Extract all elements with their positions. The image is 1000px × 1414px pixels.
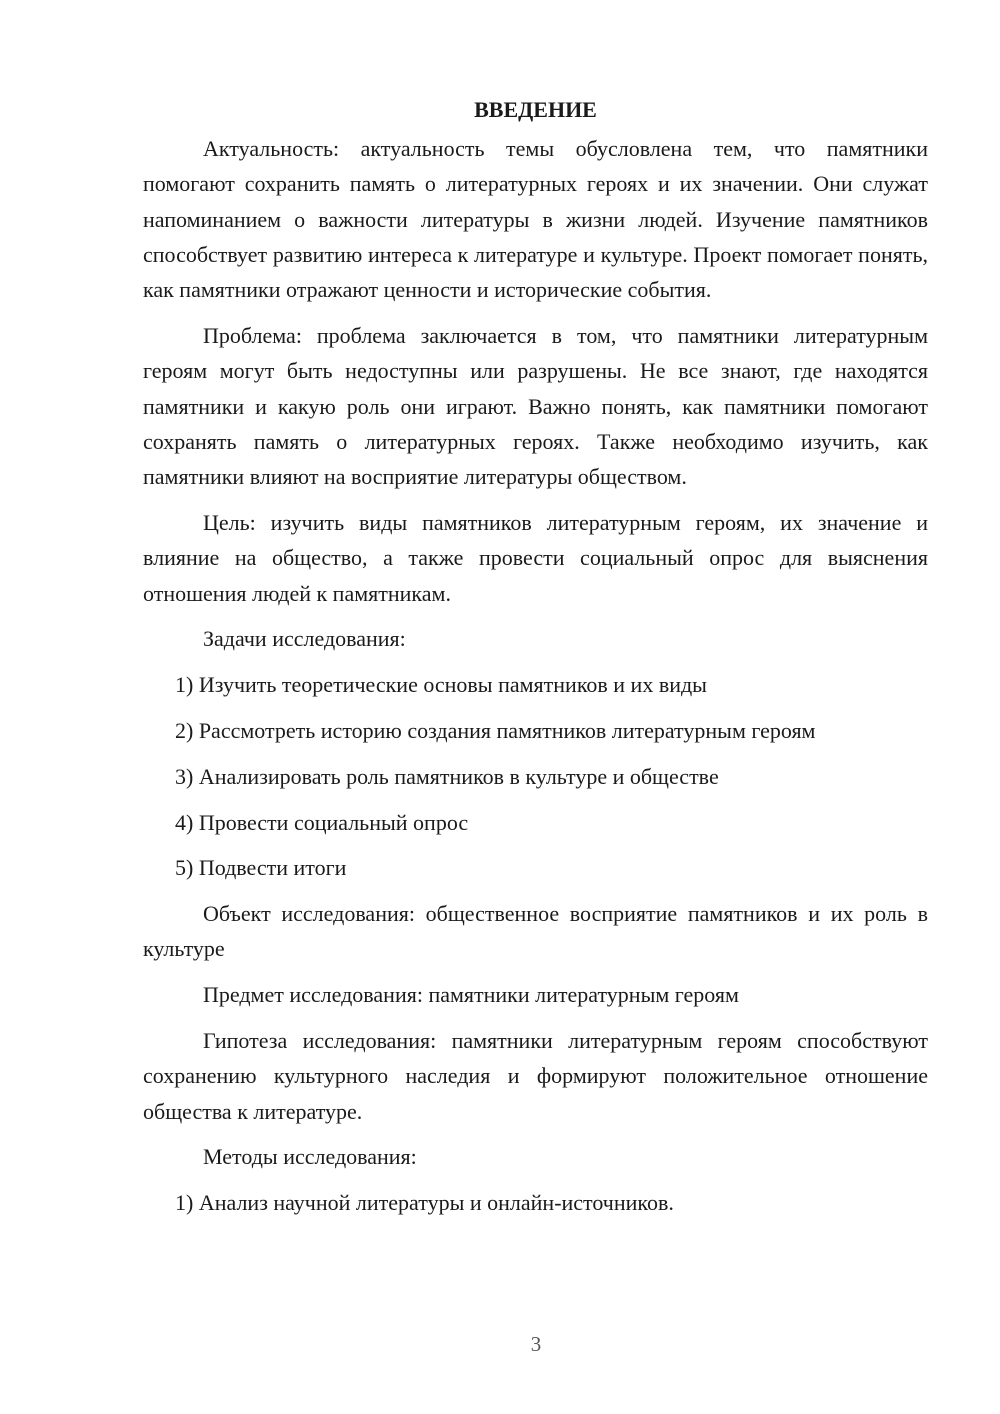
tasks-title: Задачи исследования:	[203, 626, 406, 652]
methods-list	[143, 1185, 928, 1220]
list-item: 4) Провести социальный опрос	[175, 809, 469, 835]
document-page	[143, 92, 928, 1231]
goal-paragraph: Цель: изучить виды памятников литературным героям, их значение и влияние на общество, а также провести социальный опрос для выяснения отношения людей к памятникам.	[143, 509, 928, 606]
list-item: 5) Подвести итоги	[175, 855, 347, 881]
list-item: 2) Рассмотреть историю создания памятников литературным героям	[175, 717, 816, 743]
list-item: 1) Изучить теоретические основы памятников и их виды	[175, 672, 707, 698]
subject-paragraph: Предмет исследования: памятники литературным героям	[203, 982, 739, 1008]
list-item: 3) Анализировать роль памятников в культуре и обществе	[175, 763, 719, 789]
relevance-paragraph: Актуальность: актуальность темы обусловлена тем, что памятники помогают сохранить память о литературных героях и их значении. Они служат напоминанием о важности литературы в жизни людей. Изучение памятников способствует развитию интереса к литературе и культуре. Проект помогает понять, как памятники отражают ценности и исторические события.	[143, 136, 928, 303]
page-number: 3	[530, 1332, 542, 1356]
problem-paragraph: Проблема: проблема заключается в том, что памятники литературным героям могут быть недоступны или разрушены. Не все знают, где находятся памятники и какую роль они играют. Важно понять, как памятники помогают сохранять память о литературных героях. Также необходимо изучить, как памятники влияют на восприятие литературы обществом.	[143, 322, 928, 490]
hypothesis-paragraph: Гипотеза исследования: памятники литературным героям способствуют сохранению культурного наследия и формируют положительное отношение общества к литературе.	[143, 1028, 928, 1124]
list-item: 1) Анализ научной литературы и онлайн-источников.	[175, 1190, 674, 1216]
tasks-list	[143, 667, 928, 885]
object-paragraph: Объект исследования: общественное восприятие памятников и их роль в культуре	[143, 901, 928, 962]
methods-title: Методы исследования:	[203, 1144, 417, 1170]
section-heading: ВВЕДЕНИЕ	[474, 97, 597, 122]
